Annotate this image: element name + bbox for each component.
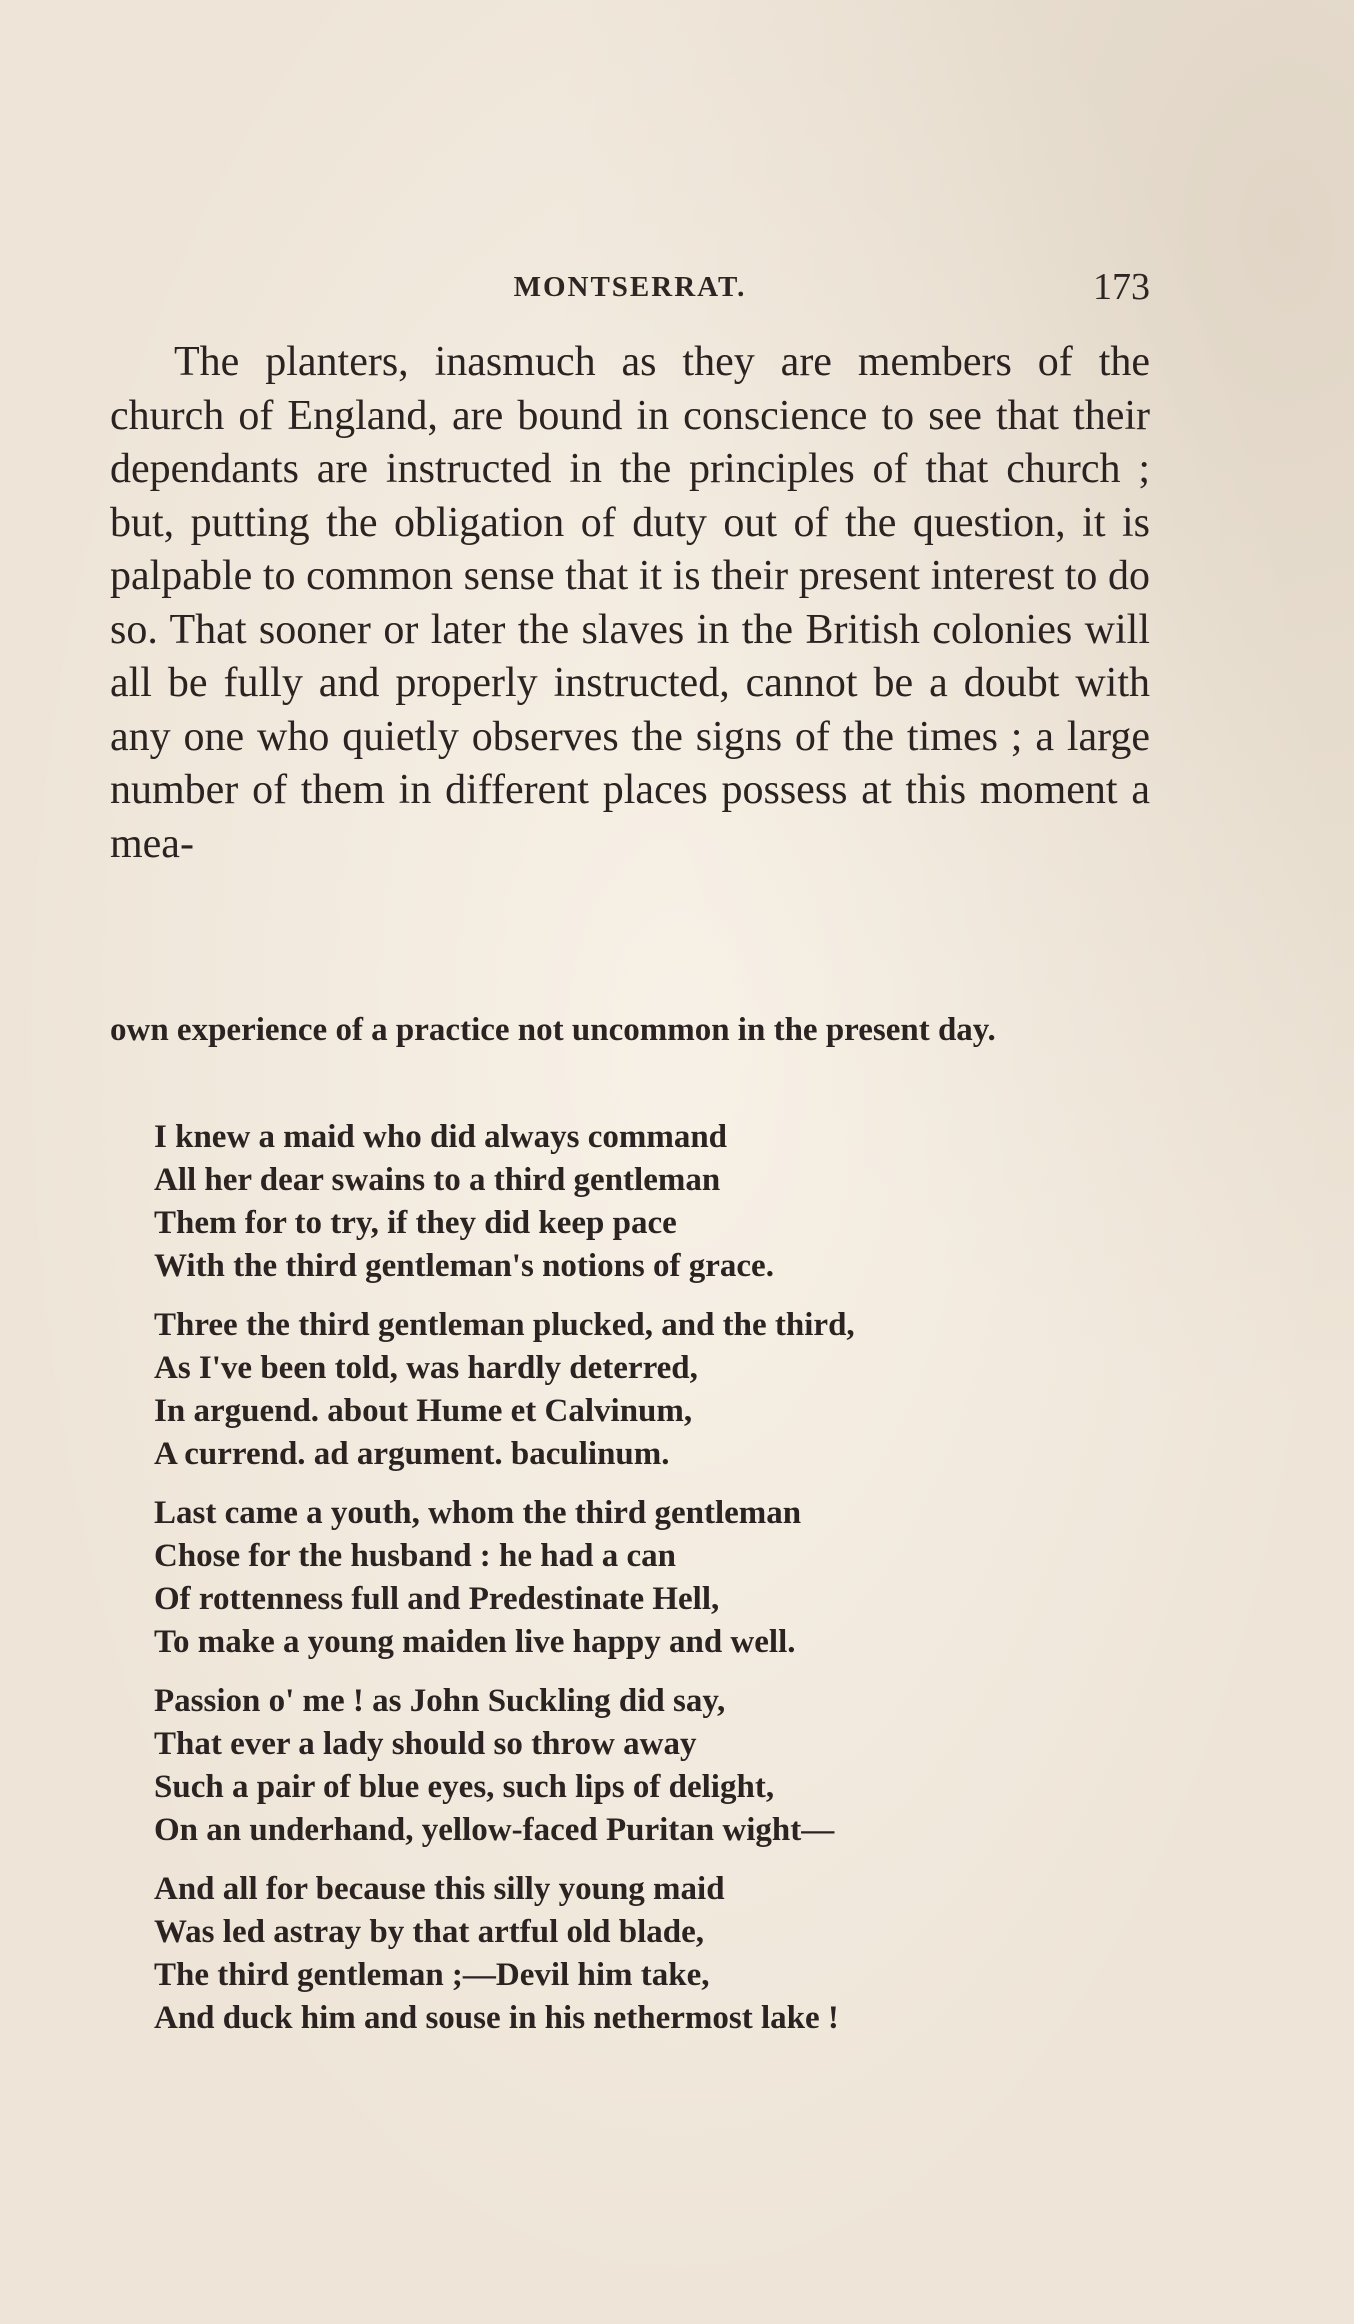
poem-stanza — [154, 1492, 1134, 1664]
poem-line: That ever a lady should so throw away — [154, 1726, 697, 1762]
poem-line: I knew a maid who did always command — [154, 1119, 728, 1155]
poem — [154, 1116, 1134, 2056]
poem-line: Them for to try, if they did keep pace — [154, 1205, 677, 1241]
poem-line: And all for because this silly young maid — [154, 1871, 725, 1907]
poem-line: Last came a youth, whom the third gentleman — [154, 1495, 802, 1531]
poem-line: With the third gentleman's notions of grace. — [154, 1248, 774, 1284]
poem-line: All her dear swains to a third gentleman — [154, 1162, 721, 1198]
poem-stanza — [154, 1116, 1134, 1288]
extract-paragraph: own experience of a practice not uncommon in the present day. — [110, 1012, 996, 1048]
poem-line: Such a pair of blue eyes, such lips of delight, — [154, 1769, 775, 1805]
poem-line: To make a young maiden live happy and well. — [154, 1624, 796, 1660]
body-paragraph: The planters, inasmuch as they are members of the church of England, are bound in conscience to see that their dependants are instructed in the principles of that church ; but, putting the obligation of duty out of the question, it is palpable to common sense that it is their present interest to do so. That sooner or later the slaves in the British colonies will all be fully and properly instructed, cannot be a doubt with any one who quietly observes the signs of the times ; a large number of them in different places possess at this moment a mea- — [110, 339, 1150, 867]
poem-line: Passion o' me ! as John Suckling did say, — [154, 1683, 726, 1719]
poem-line: In arguend. about Hume et Calvinum, — [154, 1393, 693, 1429]
poem-line: And duck him and souse in his nethermost lake ! — [154, 2000, 839, 2036]
page-number: 173 — [1093, 266, 1150, 308]
body-text — [110, 336, 1150, 871]
poem-line: The third gentleman ;—Devil him take, — [154, 1957, 710, 1993]
poem-line: On an underhand, yellow-faced Puritan wight— — [154, 1812, 835, 1848]
poem-line: A currend. ad argument. baculinum. — [154, 1436, 670, 1472]
poem-line: Chose for the husband : he had a can — [154, 1538, 677, 1574]
poem-stanza — [154, 1868, 1134, 2040]
poem-line: Of rottenness full and Predestinate Hell, — [154, 1581, 720, 1617]
running-head — [110, 262, 1150, 312]
extract-text — [110, 1008, 1150, 1052]
poem-stanza — [154, 1680, 1134, 1852]
poem-line: As I've been told, was hardly deterred, — [154, 1350, 698, 1386]
poem-line: Was led astray by that artful old blade, — [154, 1914, 705, 1950]
running-title: MONTSERRAT. — [513, 271, 747, 303]
poem-stanza — [154, 1304, 1134, 1476]
poem-line: Three the third gentleman plucked, and the third, — [154, 1307, 855, 1343]
